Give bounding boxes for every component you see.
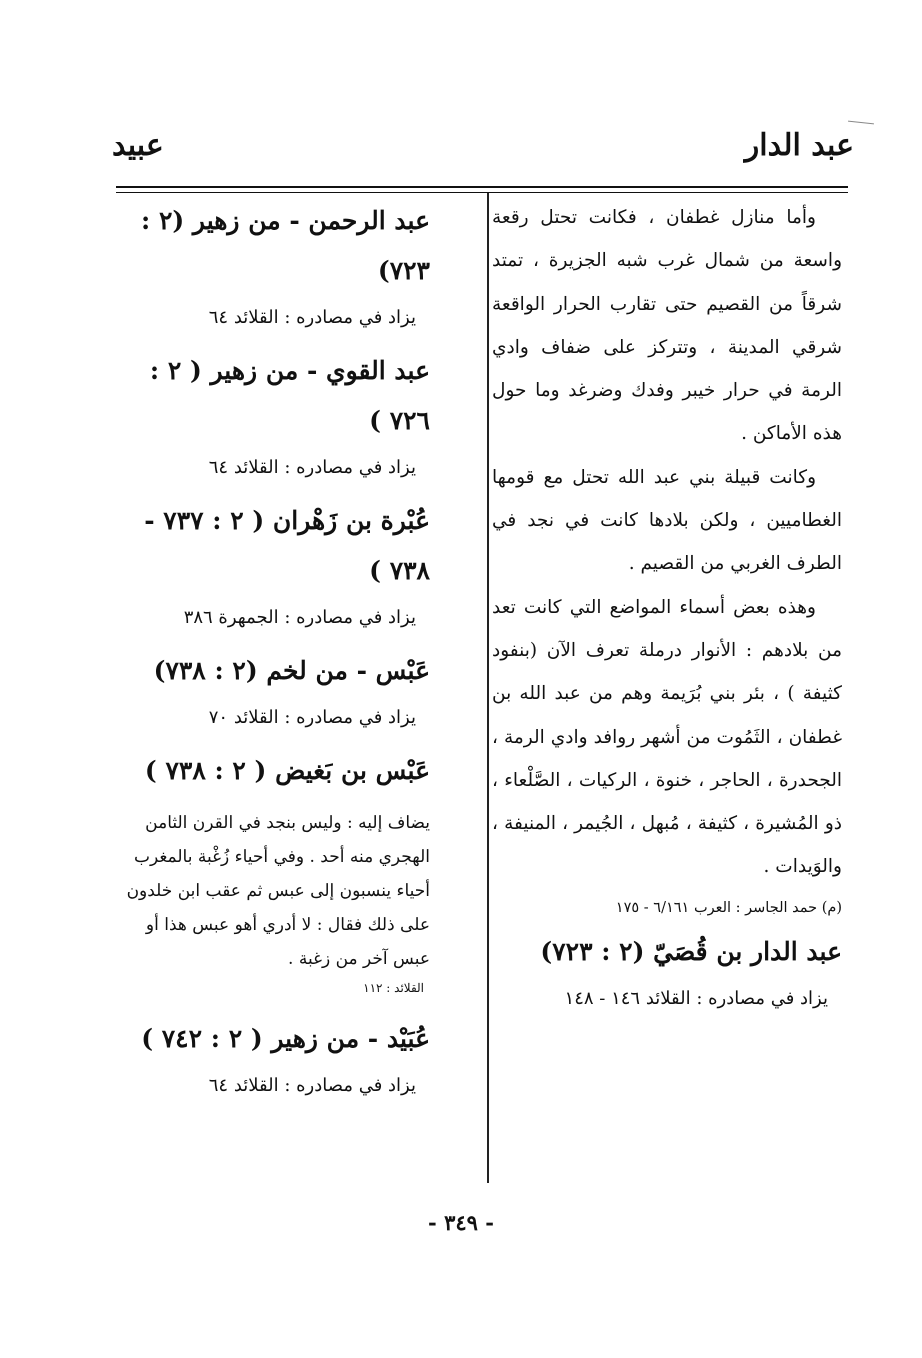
column-divider <box>487 193 489 1183</box>
right-column <box>492 196 842 1027</box>
entry-source: يزاد في مصادره : الجمهرة ٣٨٦ <box>183 607 416 628</box>
footnote-reference: (م) حمد الجاسر : العرب ٦/١٦١ - ١٧٥ <box>615 899 842 916</box>
entry-source: يزاد في مصادره : القلائد ٦٤ <box>208 1075 416 1096</box>
entry-title: عبد الرحمن - من زهير (٢ : ٧٢٣) <box>141 206 430 285</box>
header-rule-thick <box>116 186 848 188</box>
running-header-left: عبيد <box>112 128 164 163</box>
left-column <box>106 196 430 1114</box>
entry-source-abd-al-dar: يزاد في مصادره : القلائد ١٤٦ - ١٤٨ <box>564 987 828 1009</box>
paragraph-abs-addition: يضاف إليه : وليس بنجد في القرن الثامن الهجري منه أحد . وفي أحياء زُغْبة بالمغرب أحياء ينسبون إلى عبس ثم عقب ابن خلدون على ذلك فقال : لا أدري أهو عبس هذا أو عبس آخر من زغبة . <box>126 813 430 969</box>
spacer <box>106 796 430 806</box>
paragraph-place-names: وهذه بعض أسماء المواضع التي كانت تعد من بلادهم : الأنوار درملة تعرف الآن (بنفود كثيفة ) ، بئر بني بُرَيمة وهم من عبد الله بن غطفان ، الثَمُوت من أشهر روافد وادي الرمة ، الجحدرة ، الحاجر ، خنوة ، الركيات ، الصَّلْعاء ، ذو المُشيرة ، كثيفة ، مُبهل ، الجُيمر ، المنيفة ، والوَيدات . <box>492 596 842 878</box>
header-rule-thin <box>116 192 848 193</box>
entry-title-abd-al-dar: عبد الدار بن قُصَيّ (٢ : ٧٢٣) <box>540 936 842 966</box>
entry-reference: القلائد : ١١٢ <box>363 981 424 995</box>
entry-title: عبد القوي - من زهير ( ٢ : ٧٢٦ ) <box>149 356 430 435</box>
entry-source: يزاد في مصادره : القلائد ٧٠ <box>208 707 416 728</box>
entry-title: عَبْس - من لخم (٢ : ٧٣٨) <box>153 656 430 685</box>
entry-title: عُبْرة بن زَهْران ( ٢ : ٧٣٧ - ٧٣٨ ) <box>144 506 430 585</box>
right-column-body <box>492 196 842 889</box>
entry-source: يزاد في مصادره : القلائد ٦٤ <box>208 457 416 478</box>
paragraph-bani-abdullah: وكانت قبيلة بني عبد الله تحتل مع قومها الغطاميين ، ولكن بلادها كانت في نجد في الطرف الغربي من القصيم . <box>492 466 842 575</box>
paragraph-ghatafan-lands: وأما منازل غطفان ، فكانت تحتل رقعة واسعة من شمال غرب شبه الجزيرة ، تمتد شرقاً من القصيم حتى تقارب الحرار الواقعة شرقي المدينة ، وتتركز على ضفاف وادي الرمة في حرار خيبر وفدك وضرغد وما حول هذه الأماكن . <box>492 207 842 445</box>
running-header-right: عبد الدار <box>744 128 854 163</box>
header-stray-mark <box>848 121 874 125</box>
entry-title: عَبْس بن بَغيض ( ٢ : ٧٣٨ ) <box>144 756 430 785</box>
entry-title: عُبَيْد - من زهير ( ٢ : ٧٤٢ ) <box>141 1024 430 1053</box>
page-number: - ٣٤٩ - <box>428 1210 494 1235</box>
entry-source: يزاد في مصادره : القلائد ٦٤ <box>208 307 416 328</box>
